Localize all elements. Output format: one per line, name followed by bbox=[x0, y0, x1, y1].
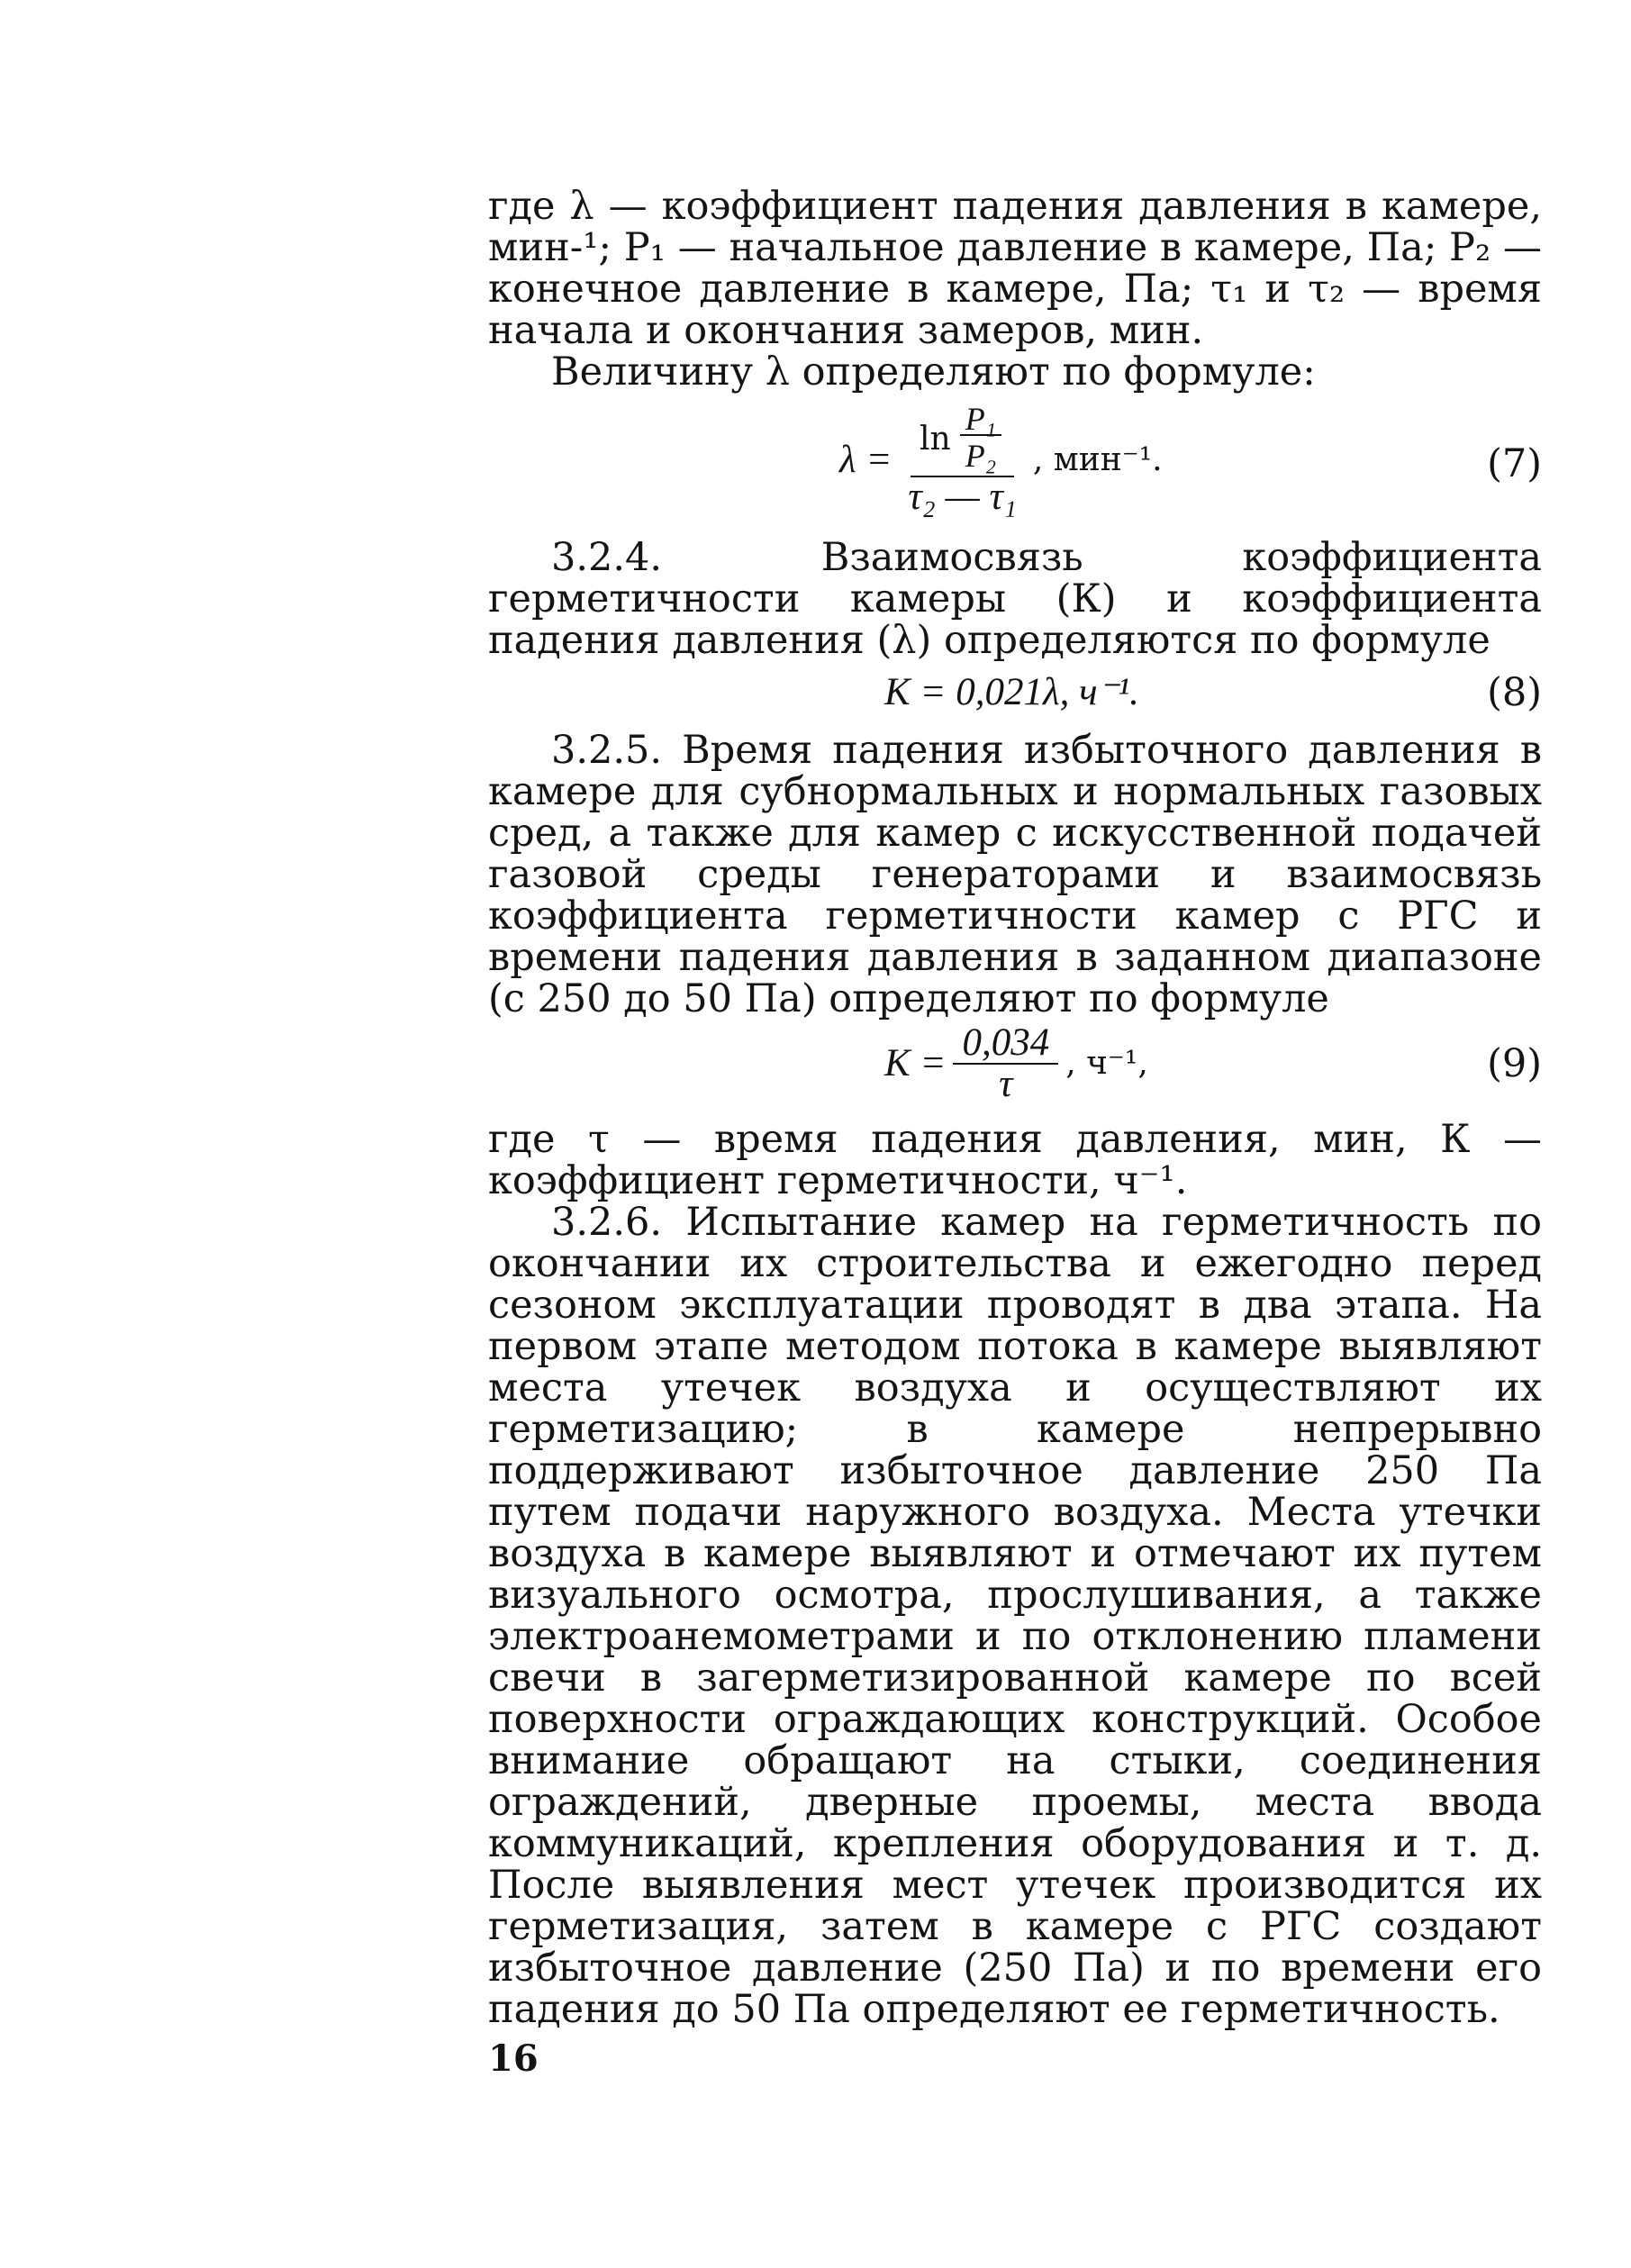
formula-9-unit: , ч⁻¹, bbox=[1065, 1045, 1148, 1082]
paragraph-3-2-4: 3.2.4. Взаимосвязь коэффициента герметичности камеры (К) и коэффициента падения давления (λ) определяются по формуле bbox=[488, 535, 1542, 663]
formula-9-numerator: 0,034 bbox=[953, 1023, 1058, 1065]
formula-9-denominator: τ bbox=[999, 1063, 1013, 1105]
formula-8-expression: K = 0,021λ, ч⁻¹. bbox=[884, 671, 1139, 713]
formula-7-p1: P₁ bbox=[960, 404, 1002, 436]
formula-9-lhs: K = bbox=[884, 1042, 947, 1084]
formula-7 bbox=[488, 396, 1542, 531]
formula-9-number: (9) bbox=[1487, 1041, 1542, 1086]
formula-7-fraction bbox=[899, 401, 1025, 518]
formula-7-ln: ln bbox=[919, 421, 951, 458]
paragraph-3-2-6: 3.2.6. Испытание камер на герметичность по окончании их строительства и ежегодно перед сезоном эксплуатации проводят в два этапа. На первом этапе методом потока в камере выявляют места утечек воздуха и осуществляют их герметизацию; в камере непрерывно поддерживают избыточное давление 250 Па путем подачи наружного воздуха. Места утечки воздуха в камере выявляют и отмечают их путем визуального осмотра, прослушивания, а также электроанемометрами и по отклонению пламени свечи в загерметизированной камере по всей поверхности ограждающих конструкций. Особое внимание обращают на стыки, соединения ограждений, дверные проемы, места ввода коммуникаций, крепления оборудования и т. д. После выявления мест утечек производится их герметизация, затем в камере с РГС создают избыточное давление (250 Па) и по времени его падения до 50 Па определяют ее герметичность. bbox=[488, 1200, 1542, 2032]
formula-7-lhs: λ = bbox=[839, 439, 893, 481]
formula-7-number: (7) bbox=[1487, 441, 1542, 486]
paragraph-tau-definition: где τ — время падения давления, мин, К — коэффициент герметичности, ч⁻¹. bbox=[488, 1117, 1542, 1203]
page-number: 16 bbox=[488, 2037, 539, 2080]
formula-9-fraction bbox=[953, 1023, 1058, 1104]
paragraph-lambda-intro: Величину λ определяют по формуле: bbox=[551, 349, 1316, 395]
formula-7-unit: , мин⁻¹. bbox=[1032, 441, 1163, 478]
formula-7-p2: P₂ bbox=[965, 438, 997, 474]
text-body bbox=[488, 186, 1542, 2030]
formula-9 bbox=[488, 1023, 1542, 1113]
paragraph-3-2-5: 3.2.5. Время падения избыточного давления в камере для субнормальных и нормальных газовых сред, а также для камер с искусственной подачей газовой среды генераторами и взаимосвязь коэффициента герметичности камер с РГС и времени падения давления в заданном диапазоне (с 250 до 50 Па) определяют по формуле bbox=[488, 728, 1542, 1021]
formula-7-denominator: τ₂ — τ₁ bbox=[908, 476, 1017, 518]
formula-8 bbox=[488, 665, 1542, 724]
paragraph-lambda-definition: где λ — коэффициент падения давления в камере, мин-¹; P₁ — начальное давление в камере, Па; P₂ — конечное давление в камере, Па; τ₁ и τ₂ — время начала и окончания замеров, мин. bbox=[488, 184, 1542, 353]
formula-8-number: (8) bbox=[1487, 670, 1542, 715]
